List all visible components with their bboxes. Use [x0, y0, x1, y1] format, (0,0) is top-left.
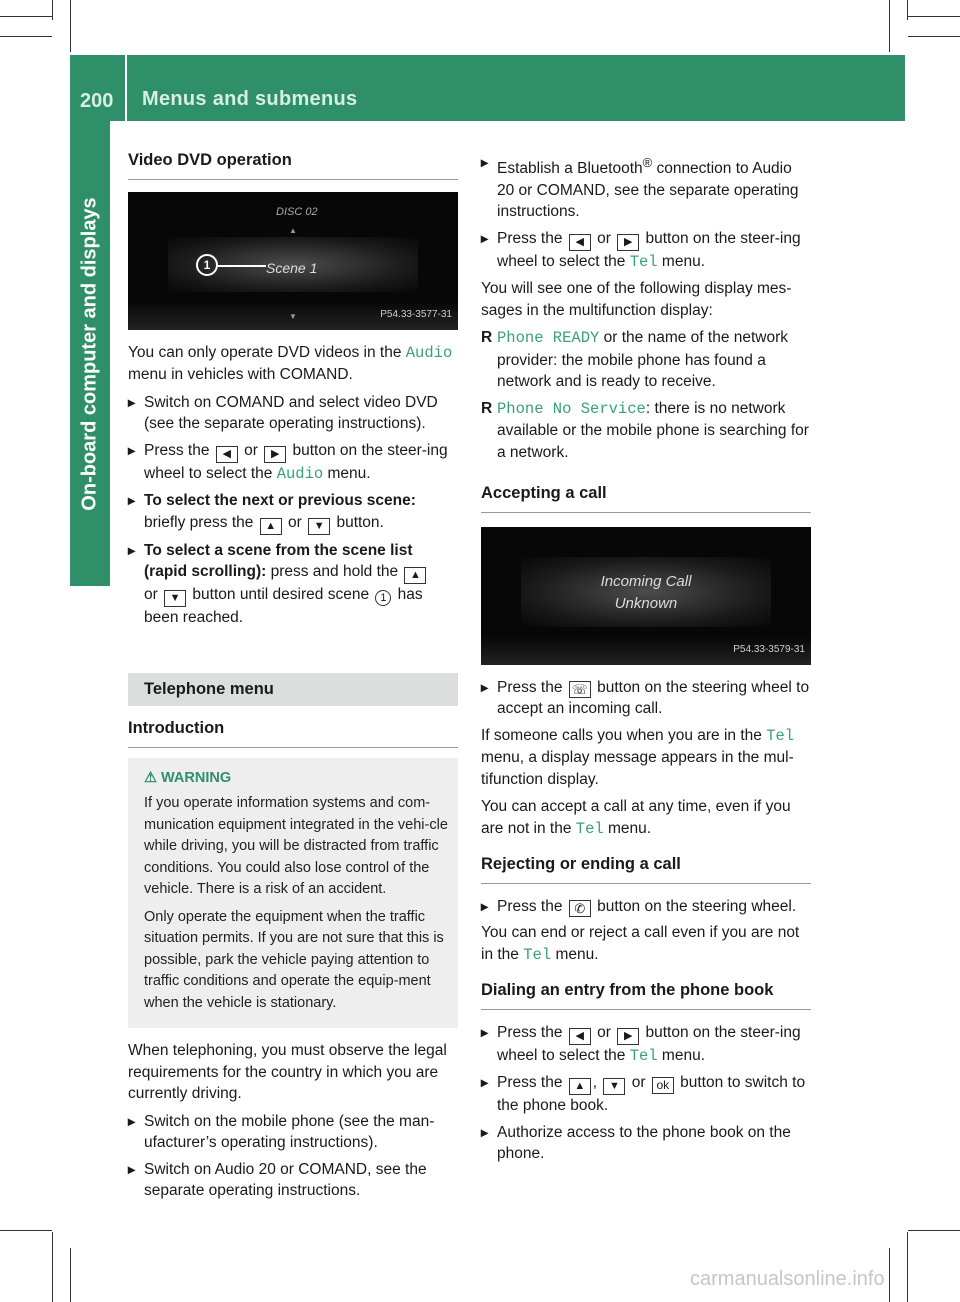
image-reference: P54.33-3577-31	[380, 309, 452, 320]
arrow-icon: ▸	[481, 897, 489, 914]
arrow-icon: ▸	[481, 678, 489, 695]
arrow-icon: ▸	[128, 492, 136, 508]
crop-mark	[907, 0, 908, 20]
image-reference: P54.33-3579-31	[733, 644, 805, 656]
tel-menu-code: Tel	[523, 945, 552, 964]
instruction-item: ▸ To select the next or previous scene: briefly press the ▲ or ▼ button.	[128, 490, 458, 535]
callout-1: 1	[196, 254, 218, 276]
up-key-icon: ▲	[569, 1078, 591, 1095]
paragraph: If someone calls you when you are in the Tel menu, a display message appears in the mul-tifunction display.	[481, 726, 795, 788]
instruction-item: ▸ Press the ◀ or ▶ button on the steer-ing wheel to select the Tel menu.	[481, 1023, 801, 1065]
warning-box	[128, 758, 458, 1029]
instruction-item: ▸ Authorize access to the phone book on the phone.	[481, 1123, 791, 1163]
instruction-item: ▸ To select a scene from the scene list (rapid scrolling): press and hold the ▲ or ▼ button until desired scene 1 has been reached.	[128, 540, 458, 629]
arrow-icon: ▸	[481, 1123, 489, 1140]
crop-mark	[0, 16, 52, 17]
phone-no-service-code: Phone No Service	[497, 399, 646, 418]
down-key-icon: ▼	[308, 518, 330, 535]
crop-mark	[52, 1232, 53, 1302]
incoming-call-label: Incoming Call	[600, 572, 692, 590]
crop-mark	[70, 0, 71, 52]
display-message-item: R Phone READY or the name of the network provider: the mobile phone has found a network and is ready to receive.	[481, 329, 789, 391]
telephone-menu-heading: Telephone menu	[128, 673, 458, 707]
crop-mark	[52, 0, 53, 20]
left-key-icon: ◀	[569, 1028, 591, 1045]
warning-icon: ⚠	[144, 769, 157, 786]
down-key-icon: ▼	[603, 1078, 625, 1095]
tel-menu-code: Tel	[575, 819, 604, 838]
section-title: Menus and submenus	[142, 88, 358, 110]
instruction-item: ▸ Switch on Audio 20 or COMAND, see the separate operating instructions.	[128, 1160, 427, 1199]
left-column	[128, 150, 458, 1207]
paragraph: You can only operate DVD videos in the Audio menu in vehicles with COMAND.	[128, 343, 453, 383]
screen-up-arrow-icon: ▲	[289, 225, 297, 235]
side-tab-text: On-board computer and displays	[78, 196, 101, 511]
page-number: 200	[80, 90, 114, 112]
screen-down-arrow-icon: ▼	[289, 311, 297, 321]
left-key-icon: ◀	[569, 234, 591, 251]
paragraph: When telephoning, you must observe the legal requirements for the country in which you are currently driving.	[128, 1042, 447, 1102]
right-key-icon: ▶	[617, 234, 639, 251]
crop-mark	[908, 36, 960, 37]
warning-title: ⚠ WARNING	[144, 769, 232, 786]
incoming-call-screen-image	[481, 527, 811, 665]
crop-mark	[0, 36, 52, 37]
phone-ready-code: Phone READY	[497, 329, 600, 348]
instruction-item: ▸ Establish a Bluetooth® connection to Audio 20 or COMAND, see the separate operating instructions.	[481, 154, 799, 221]
arrow-icon: ▸	[128, 1160, 136, 1177]
tel-menu-code: Tel	[629, 1046, 658, 1065]
crop-mark	[907, 1232, 908, 1302]
paragraph: You can accept a call at any time, even if you are not in the Tel menu.	[481, 798, 791, 838]
arrow-icon: ▸	[128, 441, 136, 458]
scene-label: Scene 1	[266, 259, 318, 276]
introduction-heading: Introduction	[128, 718, 458, 748]
right-column	[481, 152, 811, 1170]
crop-mark	[889, 1248, 890, 1302]
instruction-item: ▸ Switch on the mobile phone (see the man-ufacturer’s operating instructions).	[128, 1112, 435, 1151]
arrow-icon: ▸	[481, 1074, 489, 1091]
instruction-item: ▸ Press the ◀ or ▶ button on the steer-ing wheel to select the Tel menu.	[481, 229, 801, 271]
crop-mark	[908, 1230, 960, 1231]
crop-mark	[889, 0, 890, 52]
left-key-icon: ◀	[216, 446, 238, 463]
tel-menu-code: Tel	[629, 252, 658, 271]
audio-menu-code: Audio	[405, 343, 453, 362]
warning-text: Only operate the equipment when the traffic situation permits. If you are not sure that this is possible, park the vehicle paying attention to traffic conditions and operate the equip-ment when the vehicle is stationary.	[144, 908, 444, 1011]
right-key-icon: ▶	[617, 1028, 639, 1045]
accepting-call-heading: Accepting a call	[481, 483, 811, 513]
paragraph: You can end or reject a call even if you are not in the Tel menu.	[481, 924, 800, 964]
crop-mark	[908, 16, 960, 17]
instruction-item: ▸ Press the ▲ , ▼ or ok button to switch to the phone book.	[481, 1074, 806, 1115]
down-key-icon: ▼	[164, 590, 186, 607]
instruction-item: ▸ Press the ◀ or ▶ button on the steer-ing wheel to select the Audio menu.	[128, 441, 448, 483]
paragraph: You will see one of the following display mes-sages in the multifunction display:	[481, 280, 792, 319]
rejecting-call-heading: Rejecting or ending a call	[481, 854, 811, 884]
up-key-icon: ▲	[404, 567, 426, 584]
display-message-item: R Phone No Service: there is no network available or the mobile phone is searching for a network.	[481, 399, 809, 461]
phone-accept-key-icon: ☏	[569, 681, 591, 698]
arrow-icon: ▸	[128, 1112, 136, 1129]
disc-label: DISC 02	[276, 205, 318, 218]
instruction-item: ▸ Switch on COMAND and select video DVD (see the separate operating instructions).	[128, 393, 438, 432]
phone-end-key-icon: ✆	[569, 900, 591, 917]
ok-key-icon: ok	[652, 1077, 674, 1094]
watermark: carmanualsonline.info	[690, 1268, 885, 1290]
warning-text: If you operate information systems and com-munication equipment integrated in the vehi-cle while driving, you will be distracted from traffic conditions. You could also lose control of the vehicle. There is a risk of an accident.	[144, 795, 448, 897]
up-key-icon: ▲	[260, 518, 282, 535]
audio-menu-code: Audio	[276, 464, 324, 483]
header-separator	[125, 55, 127, 121]
arrow-icon: ▸	[481, 229, 489, 246]
dialing-phone-book-heading: Dialing an entry from the phone book	[481, 980, 811, 1010]
arrow-icon: ▸	[481, 154, 489, 170]
video-dvd-heading: Video DVD operation	[128, 150, 458, 180]
instruction-item: ▸ Press the ✆ button on the steering wheel.	[481, 897, 797, 916]
arrow-icon: ▸	[128, 541, 136, 558]
dvd-screen-image	[128, 192, 458, 330]
caller-label: Unknown	[614, 594, 678, 612]
arrow-icon: ▸	[481, 1023, 489, 1040]
tel-menu-code: Tel	[766, 726, 795, 745]
callout-line	[218, 265, 266, 267]
instruction-item: ▸ Press the ☏ button on the steering wheel to accept an incoming call.	[481, 678, 810, 718]
callout-1-icon: 1	[375, 590, 391, 606]
crop-mark	[70, 1248, 71, 1302]
arrow-icon: ▸	[128, 393, 136, 410]
crop-mark	[0, 1230, 52, 1231]
right-key-icon: ▶	[264, 446, 286, 463]
side-tab-label	[70, 121, 110, 586]
